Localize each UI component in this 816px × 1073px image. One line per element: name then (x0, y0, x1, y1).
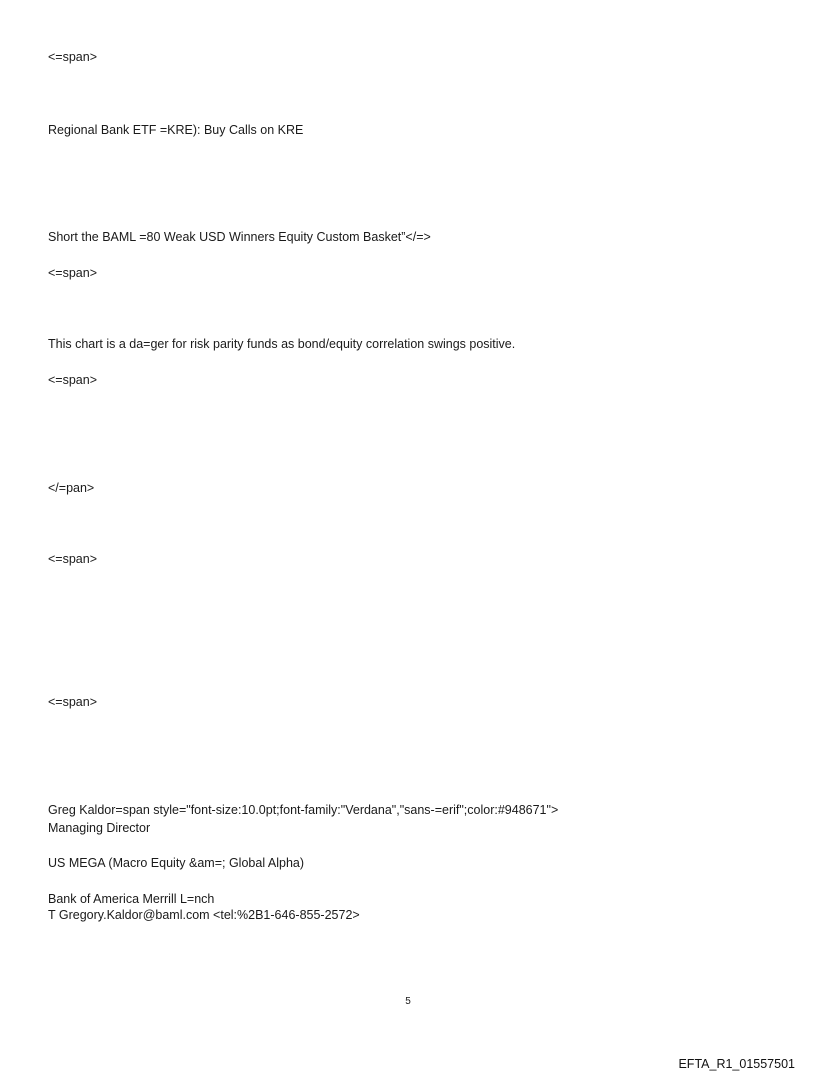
baml-basket-text: Short the BAML =80 Weak USD Winners Equity Custom Basket”</=> (48, 230, 431, 244)
page-number: 5 (405, 996, 411, 1007)
document-id: EFTA_R1_01557501 (678, 1057, 795, 1071)
span-tag-text: <=span> (48, 50, 98, 64)
span-tag-text: <=span> (48, 373, 98, 387)
signature-contact: T Gregory.Kaldor@baml.com <tel:%2B1-646-855-2572> (48, 908, 360, 922)
span-tag-text: <=span> (48, 552, 98, 566)
signature-name: Greg Kaldor=span style="font-size:10.0pt;font-family:"Verdana","sans-=erif";color:#948671"> (48, 803, 559, 817)
risk-parity-text: This chart is a da=ger for risk parity funds as bond/equity correlation swings positive. (48, 337, 516, 351)
span-tag-text: <=span> (48, 695, 98, 709)
kre-trade-text: Regional Bank ETF =KRE): Buy Calls on KRE (48, 123, 304, 137)
signature-company: Bank of America Merrill L=nch (48, 892, 215, 906)
span-tag-text: <=span> (48, 266, 98, 280)
signature-group: US MEGA (Macro Equity &am=; Global Alpha) (48, 856, 305, 870)
signature-title: Managing Director (48, 821, 151, 835)
span-close-tag-text: </=pan> (48, 481, 95, 495)
